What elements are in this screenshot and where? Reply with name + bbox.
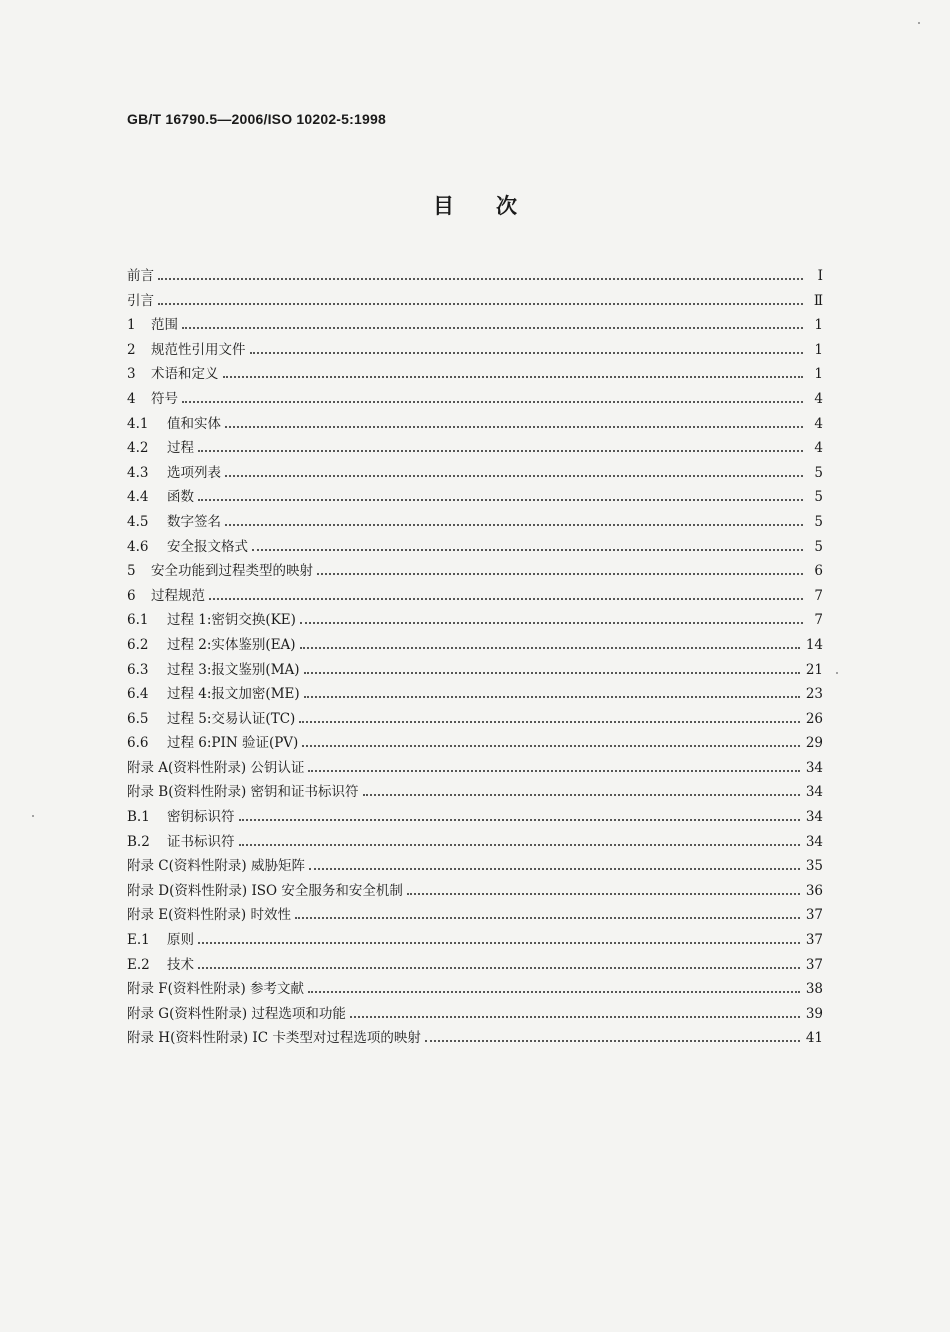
toc-entry-title: 过程 [167,440,194,457]
toc-entry-title: 过程 1:密钥交换(KE) [167,612,296,629]
toc-entry-title: 范围 [151,317,178,334]
toc-entry-label [127,805,239,825]
dot-leader [304,658,800,674]
toc-entry-label [127,535,252,555]
toc-entry-number: 6 [127,587,136,604]
toc-entry-page: 5 [814,464,823,481]
toc-entry-page: 4 [814,390,823,407]
toc-entry-title: 过程 6:PIN 验证(PV) [167,735,299,752]
toc-entry-page: 21 [805,661,823,678]
toc-entry-number: 6.4 [127,686,149,703]
dot-leader [300,608,803,624]
toc-entry-title: (资料性附录) ISO 安全服务和安全机制 [169,882,403,899]
dot-leader [300,633,800,649]
toc-entry-number: 6.3 [127,661,149,678]
dot-leader [182,387,803,403]
toc-entry-title: (资料性附录) 公钥认证 [168,759,305,776]
toc-entry-number: 4.1 [127,415,149,432]
toc-entry-title: (资料性附录) 过程选项和功能 [169,1005,346,1022]
dot-leader [425,1026,800,1042]
toc-entry[interactable] [127,903,823,928]
page-title: 目次 [433,194,559,218]
toc-entry-number: 4.2 [127,440,149,457]
toc-entry-title: 原则 [167,932,194,949]
dot-leader [182,313,803,329]
dot-leader [225,510,803,526]
toc-entry-number: 附录 D [127,882,170,899]
toc-entry[interactable] [127,584,823,609]
toc-entry-page: Ⅱ [813,292,823,309]
toc-entry-title: 数字签名 [167,513,221,530]
toc-entry-number: B.1 [127,809,150,826]
toc-entry-number: 附录 C [127,858,169,875]
toc-entry-page: 34 [805,784,823,801]
toc-entry-page: 34 [805,833,823,850]
toc-entry-label [127,633,300,653]
toc-entry-title: 前言 [127,268,154,284]
toc-entry-page: 39 [805,1005,823,1022]
toc-entry[interactable] [127,313,823,338]
toc-entry-label [127,953,198,973]
toc-entry-number: 5 [127,563,136,580]
toc-entry[interactable] [127,633,823,658]
scan-speck [32,815,34,817]
toc-entry-label [127,854,309,874]
toc-entry-label [127,436,198,456]
dot-leader [225,412,803,428]
toc-entry[interactable] [127,412,823,437]
toc-entry-title: 函数 [167,489,194,506]
toc-entry-page: 36 [805,882,823,899]
toc-entry-title: 术语和定义 [151,366,219,383]
toc-entry-number: 4.4 [127,489,149,506]
toc-entry-label [127,903,295,923]
toc-entry-label [127,830,239,850]
scan-speck [918,22,920,24]
toc-entry-label [127,412,225,432]
toc-entry-page: 7 [814,612,823,629]
toc-entry-page: 26 [805,710,823,727]
dot-leader [158,289,803,305]
toc-entry-title: (资料性附录) 时效性 [168,907,291,924]
dot-leader [299,707,800,723]
dot-leader [317,559,803,575]
toc-entry-page: 5 [814,489,823,506]
toc-entry-label [127,1026,425,1046]
dot-leader [350,1002,800,1018]
toc-entry-page: 38 [805,981,823,998]
toc-entry-title: 过程 3:报文鉴别(MA) [167,661,300,678]
toc-entry-page: 37 [805,907,823,924]
dot-leader [225,461,803,477]
toc-entry-number: 附录 F [127,981,168,998]
dot-leader [250,338,804,354]
table-of-contents [127,264,823,1051]
toc-entry[interactable] [127,264,823,289]
dot-leader [308,756,799,772]
toc-entry[interactable] [127,1002,823,1027]
toc-entry[interactable] [127,461,823,486]
toc-entry-title: 规范性引用文件 [151,341,246,358]
toc-entry-number: 附录 H [127,1030,171,1047]
toc-entry[interactable] [127,1026,823,1051]
toc-entry-title: 过程 2:实体鉴别(EA) [167,636,296,653]
toc-entry-title: 密钥标识符 [167,809,235,826]
dot-leader [158,264,803,280]
toc-entry-number: 4 [127,390,136,407]
toc-entry[interactable] [127,707,823,732]
toc-entry-title: 技术 [167,956,194,973]
toc-entry-label [127,707,299,727]
standard-code: GB/T 16790.5—2006/ISO 10202-5:1998 [127,111,386,127]
scan-speck [836,672,838,674]
dot-leader [209,584,803,600]
toc-entry-page: 1 [814,366,823,383]
toc-entry-label [127,485,198,505]
toc-entry-label [127,756,308,776]
dot-leader [198,928,800,944]
toc-entry[interactable] [127,289,823,314]
toc-entry[interactable] [127,485,823,510]
toc-entry-label [127,362,223,382]
toc-entry[interactable] [127,830,823,855]
toc-entry-page: 23 [805,686,823,703]
toc-entry[interactable] [127,608,823,633]
toc-entry-label [127,879,407,899]
toc-entry[interactable] [127,387,823,412]
toc-entry-title: 选项列表 [167,464,221,481]
dot-leader [252,535,803,551]
toc-entry-title: 过程 5:交易认证(TC) [167,710,296,727]
toc-entry[interactable] [127,362,823,387]
toc-entry-label [127,928,198,948]
toc-entry-page: 41 [805,1030,823,1047]
toc-entry-title: (资料性附录) 密钥和证书标识符 [168,784,359,801]
toc-entry-title: 安全功能到过程类型的映射 [151,563,313,580]
dot-leader [198,485,803,501]
toc-entry[interactable] [127,928,823,953]
toc-entry[interactable] [127,338,823,363]
toc-entry-label [127,461,225,481]
toc-entry[interactable] [127,780,823,805]
toc-entry-title: 证书标识符 [167,833,235,850]
toc-entry-page: 34 [805,809,823,826]
dot-leader [308,977,800,993]
toc-entry-label [127,780,363,800]
toc-entry-page: 4 [814,415,823,432]
toc-entry[interactable] [127,953,823,978]
toc-entry-label [127,731,302,751]
toc-entry-page: 14 [805,636,823,653]
toc-entry-label [127,338,250,358]
toc-entry-label [127,387,182,407]
dot-leader [304,682,800,698]
toc-entry[interactable] [127,535,823,560]
dot-leader [363,780,800,796]
toc-entry-number: 6.6 [127,735,149,752]
toc-entry-title: 过程 4:报文加密(ME) [167,686,300,703]
toc-entry[interactable] [127,682,823,707]
toc-entry-label [127,264,158,284]
toc-entry-title: 安全报文格式 [167,538,248,555]
toc-entry-number: 4.5 [127,513,149,530]
toc-entry-label [127,289,158,309]
toc-entry-page: 37 [805,932,823,949]
toc-entry-page: 6 [814,563,823,580]
toc-entry-title: 值和实体 [167,415,221,432]
toc-entry-page: 7 [814,587,823,604]
toc-entry-number: 6.1 [127,612,149,629]
toc-entry-title: 引言 [127,292,154,309]
toc-entry[interactable] [127,559,823,584]
toc-entry-number: 附录 G [127,1005,170,1022]
toc-entry[interactable] [127,977,823,1002]
toc-entry-page: 4 [814,440,823,457]
toc-entry-label [127,313,182,333]
toc-entry-page: 5 [814,538,823,555]
toc-entry-number: 2 [127,341,136,358]
toc-entry-title: (资料性附录) 威胁矩阵 [168,858,305,875]
dot-leader [239,805,800,821]
dot-leader [295,903,800,919]
dot-leader [407,879,800,895]
dot-leader [309,854,800,870]
toc-entry-label [127,608,300,628]
dot-leader [198,953,800,969]
toc-entry-page: 35 [805,858,823,875]
toc-entry-number: 4.3 [127,464,149,481]
toc-entry[interactable] [127,436,823,461]
toc-entry-number: B.2 [127,833,150,850]
toc-entry[interactable] [127,510,823,535]
toc-entry-label [127,1002,350,1022]
toc-entry-label [127,658,304,678]
toc-entry[interactable] [127,854,823,879]
toc-entry-label [127,977,308,997]
dot-leader [223,362,804,378]
toc-entry[interactable] [127,756,823,781]
toc-entry-page: 34 [805,759,823,776]
toc-entry-title: 过程规范 [151,587,205,604]
toc-entry-number: 4.6 [127,538,149,555]
toc-entry-number: 3 [127,366,136,383]
toc-entry-number: E.1 [127,932,150,949]
toc-entry-page: 37 [805,956,823,973]
toc-entry-label [127,584,209,604]
toc-entry-title: (资料性附录) 参考文献 [167,981,304,998]
toc-entry-page: 1 [814,317,823,334]
toc-entry-number: 6.5 [127,710,149,727]
toc-entry-number: 附录 E [127,907,169,924]
toc-entry[interactable] [127,731,823,756]
toc-entry-page: Ⅰ [817,268,823,284]
toc-entry-label [127,559,317,579]
toc-entry-number: 附录 A [127,759,169,776]
toc-entry-number: E.2 [127,956,150,973]
toc-entry-title: (资料性附录) IC 卡类型对过程选项的映射 [170,1030,421,1047]
dot-leader [239,830,800,846]
toc-entry[interactable] [127,658,823,683]
toc-entry-title: 符号 [151,390,178,407]
dot-leader [302,731,799,747]
dot-leader [198,436,803,452]
toc-entry-page: 5 [814,513,823,530]
toc-entry-number: 附录 B [127,784,169,801]
toc-entry-number: 1 [127,317,136,334]
toc-entry[interactable] [127,805,823,830]
toc-entry-label [127,682,304,702]
toc-entry[interactable] [127,879,823,904]
toc-entry-page: 1 [814,341,823,358]
toc-entry-label [127,510,225,530]
toc-entry-page: 29 [805,735,823,752]
toc-entry-number: 6.2 [127,636,149,653]
